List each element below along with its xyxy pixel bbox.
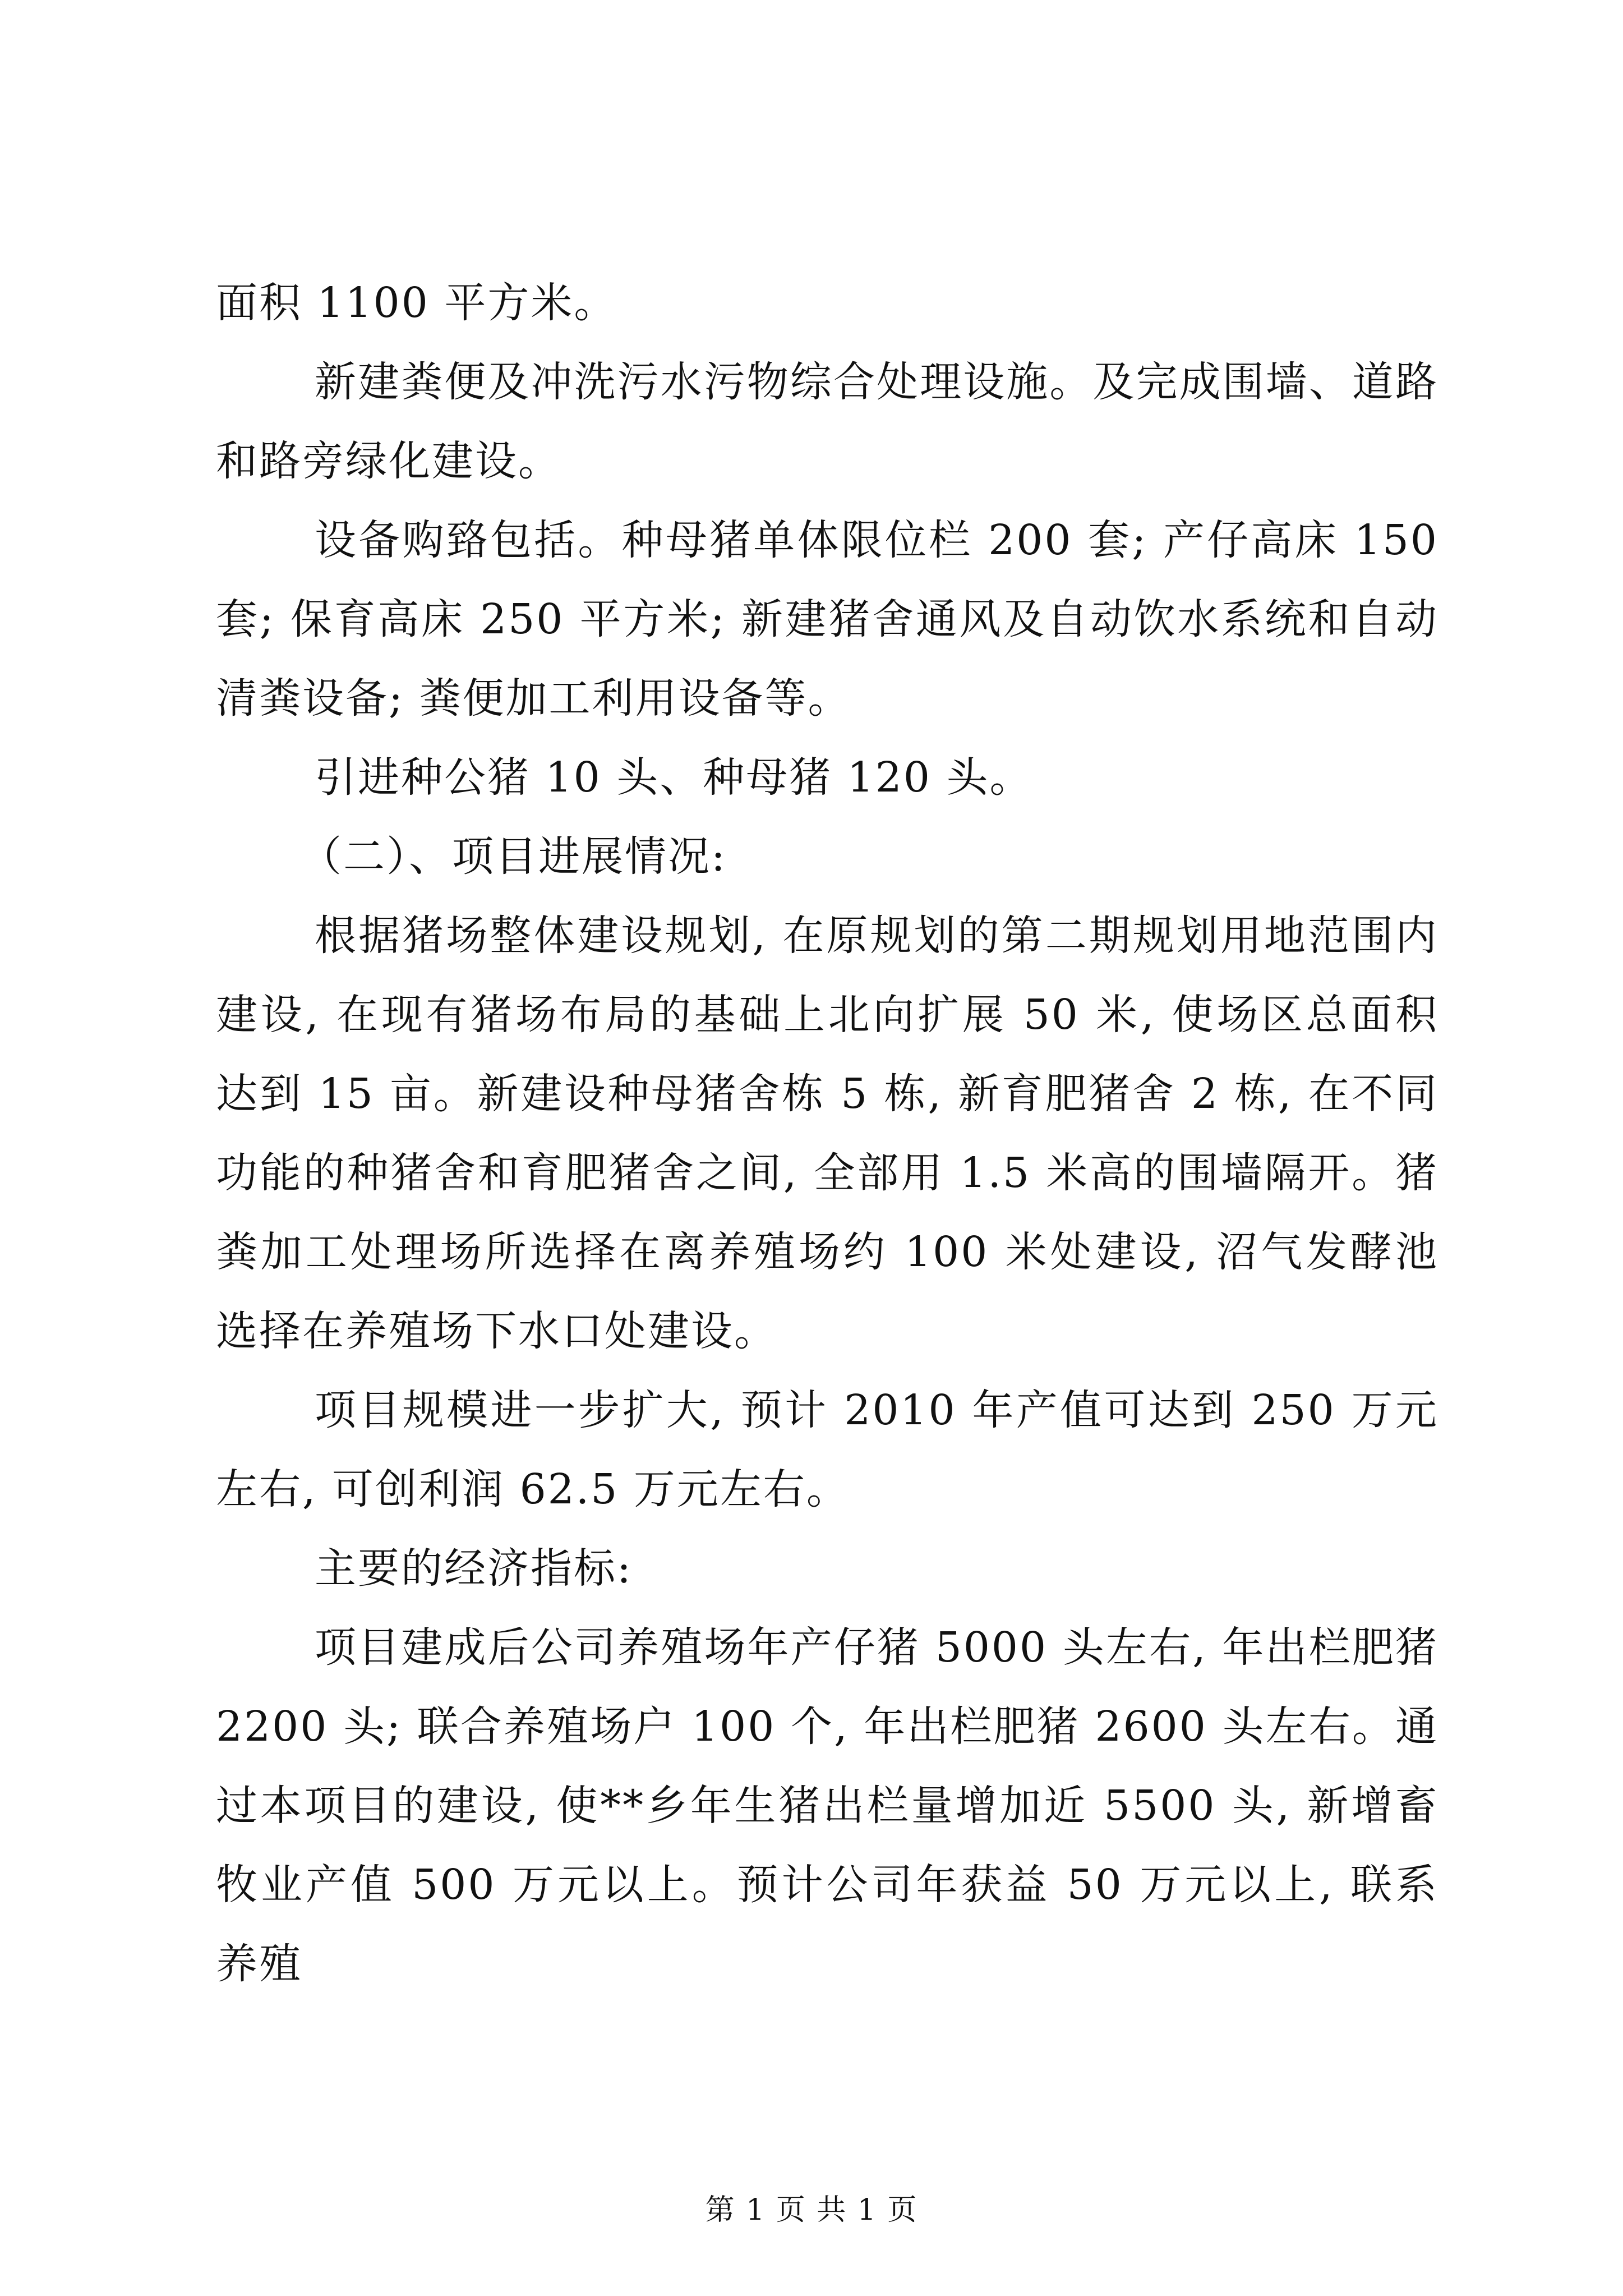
document-body: [216, 264, 1438, 2004]
paragraph-1: 面积 1100 平方米。: [216, 279, 617, 327]
page-footer: [0, 2191, 1623, 2230]
paragraph-8: 主要的经济指标:: [315, 1544, 633, 1593]
paragraph-7: 项目规模进一步扩大, 预计 2010 年产值可达到 250 万元左右, 可创利润 62.5 万元左右。: [216, 1386, 1438, 1513]
paragraph-4: 引进种公猪 10 头、种母猪 120 头。: [315, 753, 1033, 802]
paragraph-9: 项目建成后公司养殖场年产仔猪 5000 头左右, 年出栏肥猪 2200 头; 联合养殖场户 100 个, 年出栏肥猪 2600 头左右。通过本项目的建设, 使**乡年生猪出栏量增加近 5500 头, 新增畜牧业产值 500 万元以上。预计公司年获益 50 万元以上, 联系养殖: [216, 1623, 1438, 1988]
page-number-label: 第 1 页 共 1 页: [705, 2193, 918, 2227]
section-heading-progress: （二）、项目进展情况:: [300, 832, 727, 881]
paragraph-2: 新建粪便及冲洗污水污物综合处理设施。及完成围墙、道路和路旁绿化建设。: [216, 358, 1438, 485]
paragraph-3: 设备购臵包括。种母猪单体限位栏 200 套; 产仔高床 150 套; 保育高床 250 平方米; 新建猪舍通风及自动饮水系统和自动清粪设备; 粪便加工利用设备等。: [216, 516, 1438, 723]
paragraph-6: 根据猪场整体建设规划, 在原规划的第二期规划用地范围内建设, 在现有猪场布局的基础上北向扩展 50 米, 使场区总面积达到 15 亩。新建设种母猪舍栋 5 栋, 新育肥猪舍 2 栋, 在不同功能的种猪舍和育肥猪舍之间, 全部用 1.5 米高的围墙隔开。猪粪加工处理场所选择在离养殖场约 100 米处建设, 沼气发酵池选择在养殖场下水口处建设。: [216, 912, 1438, 1355]
